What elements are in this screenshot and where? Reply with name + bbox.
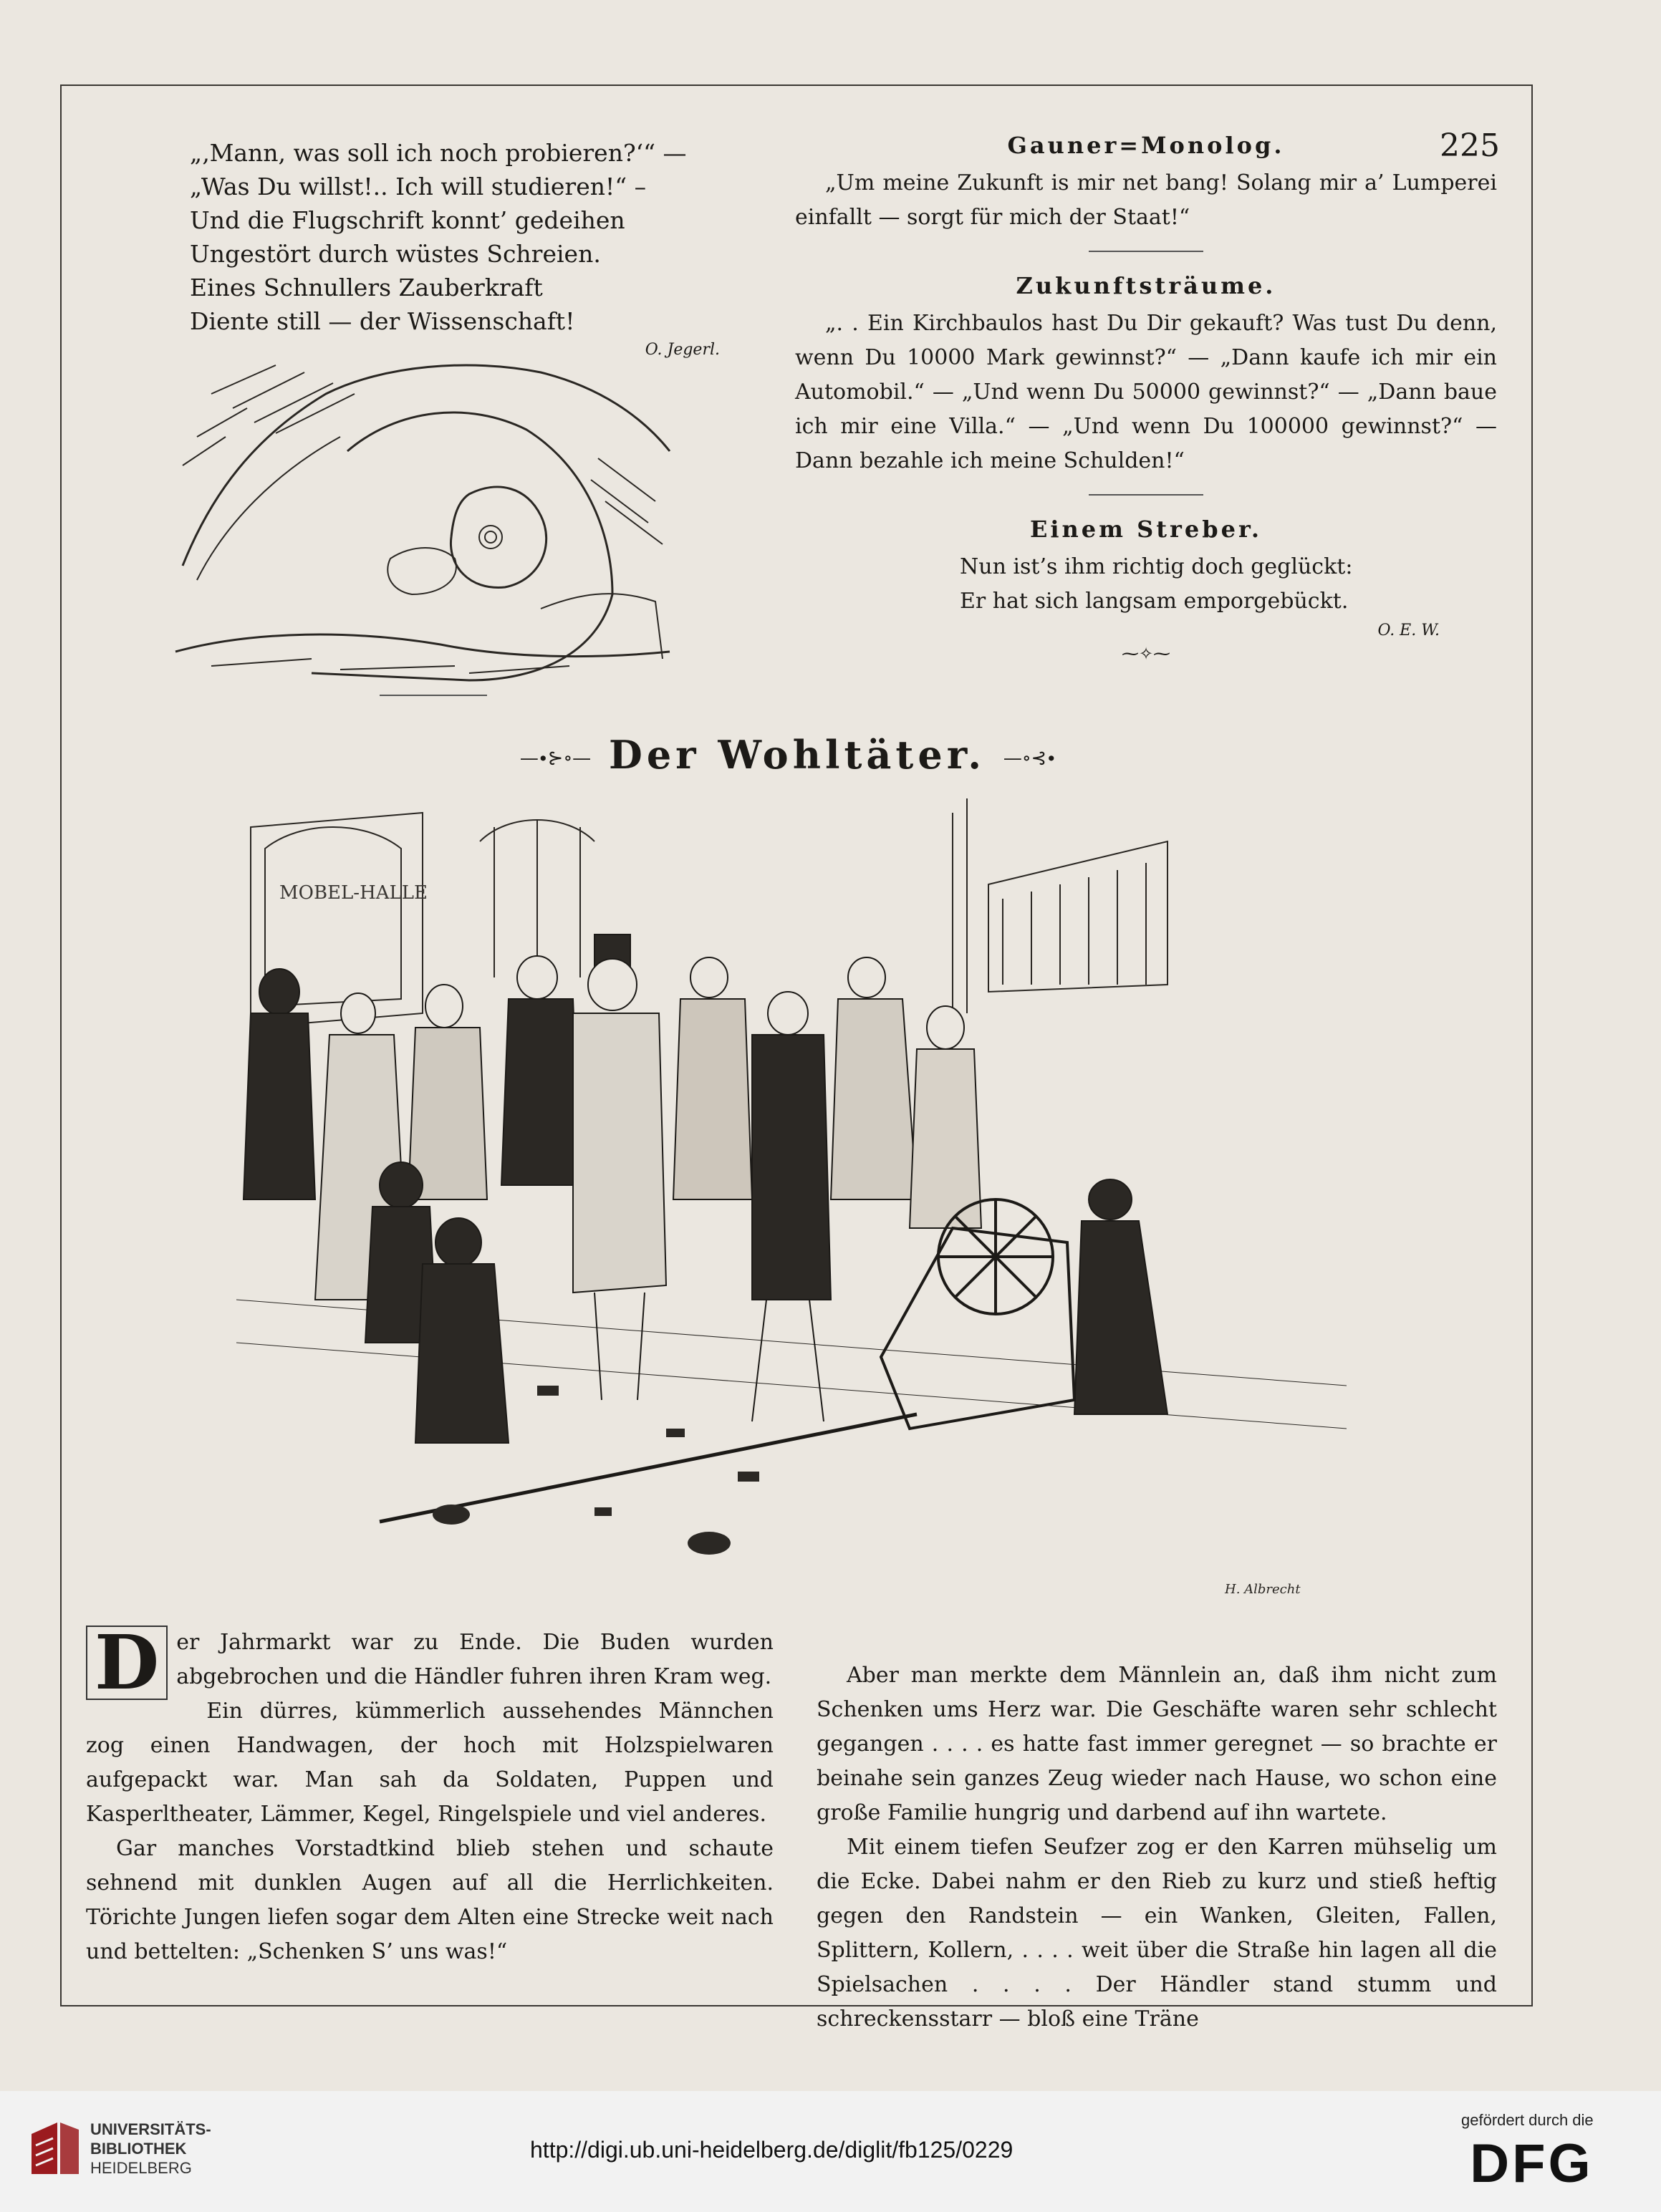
divider bbox=[380, 695, 487, 696]
right-column bbox=[795, 127, 1497, 664]
poem-line: Ungestört durch wüstes Schreien. bbox=[190, 240, 601, 268]
poem-line: Und die Flugschrift konnt’ gedeihen bbox=[190, 206, 625, 234]
ornament: ⁓✧⁓ bbox=[1121, 644, 1171, 664]
story-paragraph: Gar manches Vorstadtkind blieb stehen und schaute sehnend mit dunklen Augen auf all die Herrlichkeiten. Törichte Jungen liefen sogar dem Alten eine Strecke weit nach und bettelten: „Schenken S’ uns was!“ bbox=[86, 1836, 774, 1964]
poem-author: O. Jegerl. bbox=[645, 341, 720, 359]
section-title-streber: Einem Streber. bbox=[1029, 516, 1263, 543]
poem-line: Diente still — der Wissenschaft! bbox=[190, 307, 575, 335]
section-text-zukunft: „. . Ein Kirchbaulos hast Du Dir gekauft? Was tust Du denn, wenn Du 10000 Mark gewinnst?“ — „Dann kaufe ich mir ein Automobil.“ — „Und wenn Du 50000 gewinnst?“ — „Dann baue ich mir eine Villa.“ — „Und wenn Du 100000 gewinnst?“ — Dann bezahle ich meine Schulden!“ bbox=[795, 311, 1497, 473]
poem-line: Eines Schnullers Zauberkraft bbox=[190, 274, 543, 301]
section-text-gauner: „Um meine Zukunft is mir net bang! Solang mir a’ Lumperei einfallt — sorgt für mich der Staat!“ bbox=[795, 170, 1497, 230]
verse-line: Nun ist’s ihm richtig doch geglückt: bbox=[960, 554, 1353, 579]
library-logo-icon bbox=[29, 2120, 82, 2177]
story-right-column bbox=[817, 1658, 1497, 2037]
artist-signature: H. Albrecht bbox=[1225, 1582, 1301, 1597]
permalink-url[interactable]: http://digi.ub.uni-heidelberg.de/diglit/fb125/0229 bbox=[530, 2137, 1014, 2163]
story-title-text: Der Wohltäter. bbox=[609, 732, 986, 778]
title-ornament-left: —∙⊱∘— bbox=[519, 747, 592, 769]
sleeping-baby-sketch bbox=[168, 351, 680, 687]
section-title-zukunft: Zukunftsträume. bbox=[1016, 272, 1276, 299]
story-paragraph: Aber man merkte dem Männlein an, daß ihm nicht zum Schenken ums Herz war. Die Geschäfte waren sehr schlecht gegangen . . . . es hatte fast immer geregnet — so brachte er beinahe sein ganzes Zeug wieder nach Hause, wo schon eine große Familie hungrig und darbend auf ihn wartete. bbox=[817, 1663, 1497, 1825]
university-library-logo bbox=[29, 2120, 211, 2180]
story-left-column bbox=[86, 1618, 774, 1969]
dfg-logo-text: DFG bbox=[1470, 2133, 1594, 2194]
market-crowd-illustration bbox=[236, 798, 1347, 1608]
drop-cap: D bbox=[86, 1626, 168, 1700]
viewer-footer bbox=[0, 2091, 1661, 2212]
poem-line: „‚Mann, was soll ich noch probieren?‘“ — bbox=[190, 139, 687, 167]
streber-author: O. E. W. bbox=[1377, 622, 1440, 639]
section-title-gauner: Gauner=Monolog. bbox=[1007, 132, 1285, 159]
divider bbox=[1089, 251, 1203, 252]
divider bbox=[1089, 494, 1203, 496]
poem-line: „Was Du willst!.. Ich will studieren!“ – bbox=[190, 173, 647, 201]
funding-text: gefördert durch die bbox=[1461, 2111, 1594, 2129]
story-paragraph: Mit einem tiefen Seufzer zog er den Karren mühselig um die Ecke. Dabei nahm er den Rieb zu kurz und stieß heftig gegen den Randstein — ein Wanken, Gleiten, Fallen, Splittern, Kollern, . . . . weit über die Straße hin lagen all die Spielsachen . . . . Der Händler stand stumm und schreckensstarr — bloß eine Träne bbox=[817, 1835, 1497, 2032]
verse-line: Er hat sich langsam emporgebückt. bbox=[960, 589, 1349, 614]
story-paragraph: Ein dürres, kümmerlich aussehendes Männchen zog einen Handwagen, der hoch mit Holzspielwaren aufgepackt war. Man sah da Soldaten, Puppen und Kasperltheater, Lämmer, Kegel, Ringelspiele und viel anderes. bbox=[86, 1699, 774, 1827]
story-paragraph: er Jahrmarkt war zu Ende. Die Buden wurden abgebrochen und die Händler fuhren ihren Kram weg. bbox=[176, 1630, 774, 1689]
title-ornament-right: —∘⊰∙ bbox=[1003, 747, 1056, 769]
library-name: UNIVERSITÄTS- BIBLIOTHEK HEIDELBERG bbox=[90, 2120, 211, 2177]
poem bbox=[190, 136, 720, 338]
page-number: 225 bbox=[1440, 127, 1500, 164]
poem-block bbox=[190, 136, 720, 359]
shop-sign: MOBEL-HALLE bbox=[279, 882, 428, 904]
section-streber-verse bbox=[795, 550, 1497, 619]
dfg-funding-logo bbox=[1461, 2111, 1594, 2194]
